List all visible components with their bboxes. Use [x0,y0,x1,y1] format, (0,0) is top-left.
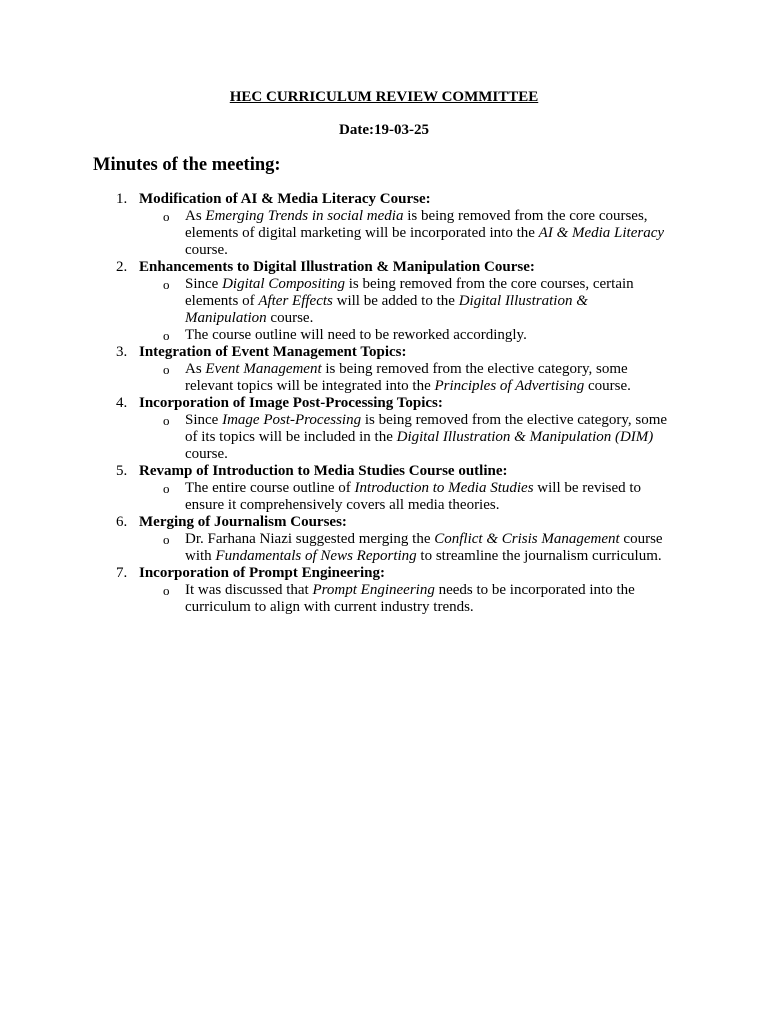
sub-point-text: Dr. Farhana Niazi suggested merging the [185,531,435,547]
agenda-item-number: 6. [116,514,128,530]
italic-course-name: Prompt Engineering [312,582,435,598]
sub-point-list [0,361,768,395]
italic-course-name: Digital Compositing [222,276,346,292]
document-date: Date:19-03-25 [339,122,429,138]
agenda-item-title: Integration of Event Management Topics: [139,344,407,360]
agenda-item-number: 5. [116,463,128,479]
sub-point-text: is being removed from the core courses, elements of digital marketing will be incorporated into the [185,208,648,241]
sub-point-text: Since [185,412,223,428]
sub-point-text: The course outline will need to be reworked accordingly. [185,327,527,343]
sub-point-list [0,531,768,565]
agenda-item-number: 3. [116,344,128,360]
agenda-item-number: 1. [116,191,128,207]
sub-point-text: to streamline the journalism curriculum. [416,548,662,564]
sub-point [163,480,670,514]
sub-point-text: course. [185,242,228,258]
bullet-marker: o [163,362,170,377]
bullet-marker: o [163,532,170,547]
bullet-marker: o [163,209,170,224]
italic-course-name: Image Post-Processing [222,412,362,428]
sub-point [163,582,670,616]
agenda-item-number: 4. [116,395,128,411]
minutes-heading: Minutes of the meeting: [93,155,281,175]
italic-course-name: Event Management [205,361,322,377]
italic-course-name: Introduction to Media Studies [354,480,534,496]
document-title: HEC CURRICULUM REVIEW COMMITTEE [229,89,539,105]
italic-course-name: Emerging Trends in social media [205,208,404,224]
italic-course-name: Conflict & Crisis Management [434,531,620,547]
agenda-item [0,259,768,344]
agenda-item-title: Revamp of Introduction to Media Studies Course outline: [139,463,508,479]
italic-course-name: Principles of Advertising [434,378,585,394]
agenda-item [0,344,768,395]
sub-point-text: course. [266,310,314,326]
italic-course-name: AI & Media Literacy [538,225,665,241]
agenda-item-title: Modification of AI & Media Literacy Course: [139,191,431,207]
agenda-item [0,514,768,565]
sub-point [163,361,670,395]
sub-point-text: As [185,361,206,377]
sub-point-text: will be added to the [332,293,459,309]
sub-point-text: course. [584,378,631,394]
sub-point [163,208,670,259]
sub-point-list [0,412,768,463]
agenda-item [0,463,768,514]
sub-point [163,276,670,327]
sub-point [163,327,670,344]
sub-point-text: The entire course outline of [185,480,355,496]
sub-point-text: is being removed from the elective category, some relevant topics will be integrated into the [185,361,628,394]
sub-point-list [0,480,768,514]
sub-point [163,412,670,463]
agenda-item-number: 2. [116,259,128,275]
sub-point-text: course with [185,531,663,564]
sub-point-text: Since [185,276,223,292]
italic-course-name: Fundamentals of News Reporting [215,548,417,564]
bullet-marker: o [163,413,170,428]
agenda-item-number: 7. [116,565,128,581]
sub-point-list [0,276,768,344]
italic-course-name: Digital Illustration & Manipulation [185,293,588,326]
sub-point-list [0,208,768,259]
sub-point-text: is being removed from the core courses, certain elements of [185,276,634,309]
agenda-item-title: Incorporation of Prompt Engineering: [139,565,385,581]
sub-point [163,531,670,565]
italic-course-name: After Effects [258,293,333,309]
sub-point-text: will be revised to ensure it comprehensively covers all media theories. [185,480,642,513]
agenda-item-title: Enhancements to Digital Illustration & Manipulation Course: [139,259,535,275]
bullet-marker: o [163,583,170,598]
agenda-item-title: Merging of Journalism Courses: [139,514,347,530]
sub-point-text: needs to be incorporated into the curriculum to align with current industry trends. [185,582,635,615]
sub-point-text: It was discussed that [185,582,313,598]
sub-point-text: is being removed from the elective category, some of its topics will be included in the [185,412,668,445]
agenda-list [0,191,768,616]
italic-course-name: Digital Illustration & Manipulation (DIM) [396,429,654,445]
bullet-marker: o [163,481,170,496]
sub-point-text: course. [185,446,228,462]
sub-point-list [0,582,768,616]
agenda-item [0,191,768,259]
sub-point-text: As [185,208,206,224]
agenda-item-title: Incorporation of Image Post-Processing Topics: [139,395,443,411]
agenda-item [0,565,768,616]
agenda-item [0,395,768,463]
bullet-marker: o [163,277,170,292]
bullet-marker: o [163,328,170,343]
